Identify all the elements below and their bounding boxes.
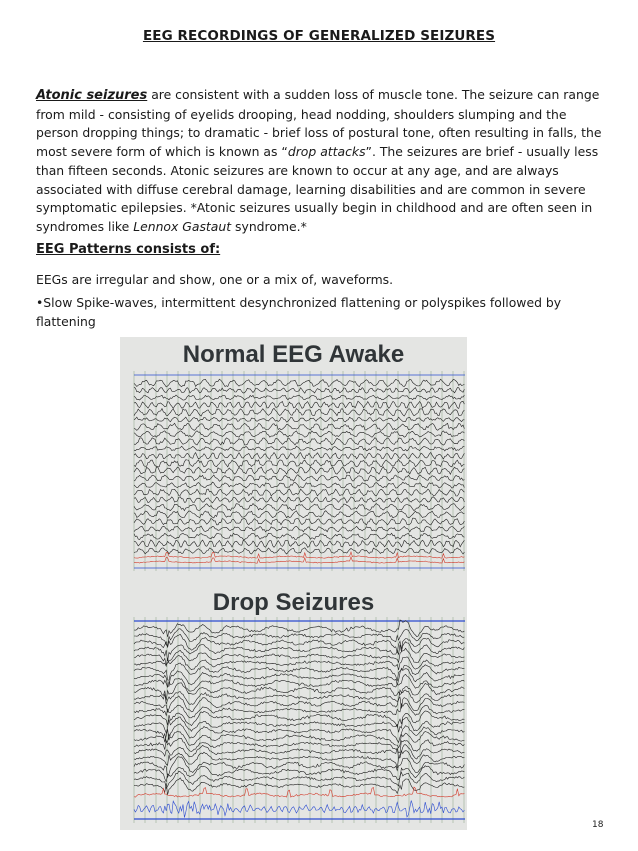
drop-seizures-title: Drop Seizures — [212, 589, 375, 616]
page-number: 18 — [592, 820, 604, 830]
paragraph-text-2: ”. The seizures are brief - usually less than fifteen seconds. Atonic seizures are known to occur at any age, and are always associated with diffuse cerebral damage, learning disabilities and are common in severe symptomatic epilepsies. *Atonic seizures usually begin in childhood and are often seen in syndromes like — [36, 144, 599, 234]
lennox-gastaut-term: Lennox Gastaut — [133, 218, 232, 234]
eeg-patterns-line-1: EEGs are irregular and show, one or a mix of, waveforms. — [36, 272, 394, 287]
eeg-figure — [120, 337, 467, 830]
paragraph-text-1: are consistent with a sudden loss of muscle tone. The seizure can range from mild - consisting of eyelids drooping, head nodding, shoulders slumping and the person dropping things; to dramatic - brief loss of postural tone, often resulting in falls, the most severe form of which is known as “ — [36, 87, 602, 160]
page-title: EEG RECORDINGS OF GENERALIZED SEIZURES — [142, 28, 496, 44]
atonic-seizures-term: Atonic seizures — [36, 88, 148, 103]
eeg-patterns-heading: EEG Patterns consists of: — [36, 242, 221, 257]
atonic-paragraph — [36, 86, 606, 237]
normal-eeg-title: Normal EEG Awake — [182, 341, 405, 368]
normal-eeg-traces — [120, 371, 467, 571]
eeg-patterns-line-2: •Slow Spike-waves, intermittent desynchronized flattening or polyspikes followed by flattening — [36, 295, 562, 329]
paragraph-text-3: syndrome.* — [231, 218, 307, 234]
drop-attacks-term: drop attacks — [287, 144, 366, 160]
drop-seizures-traces — [120, 617, 467, 823]
